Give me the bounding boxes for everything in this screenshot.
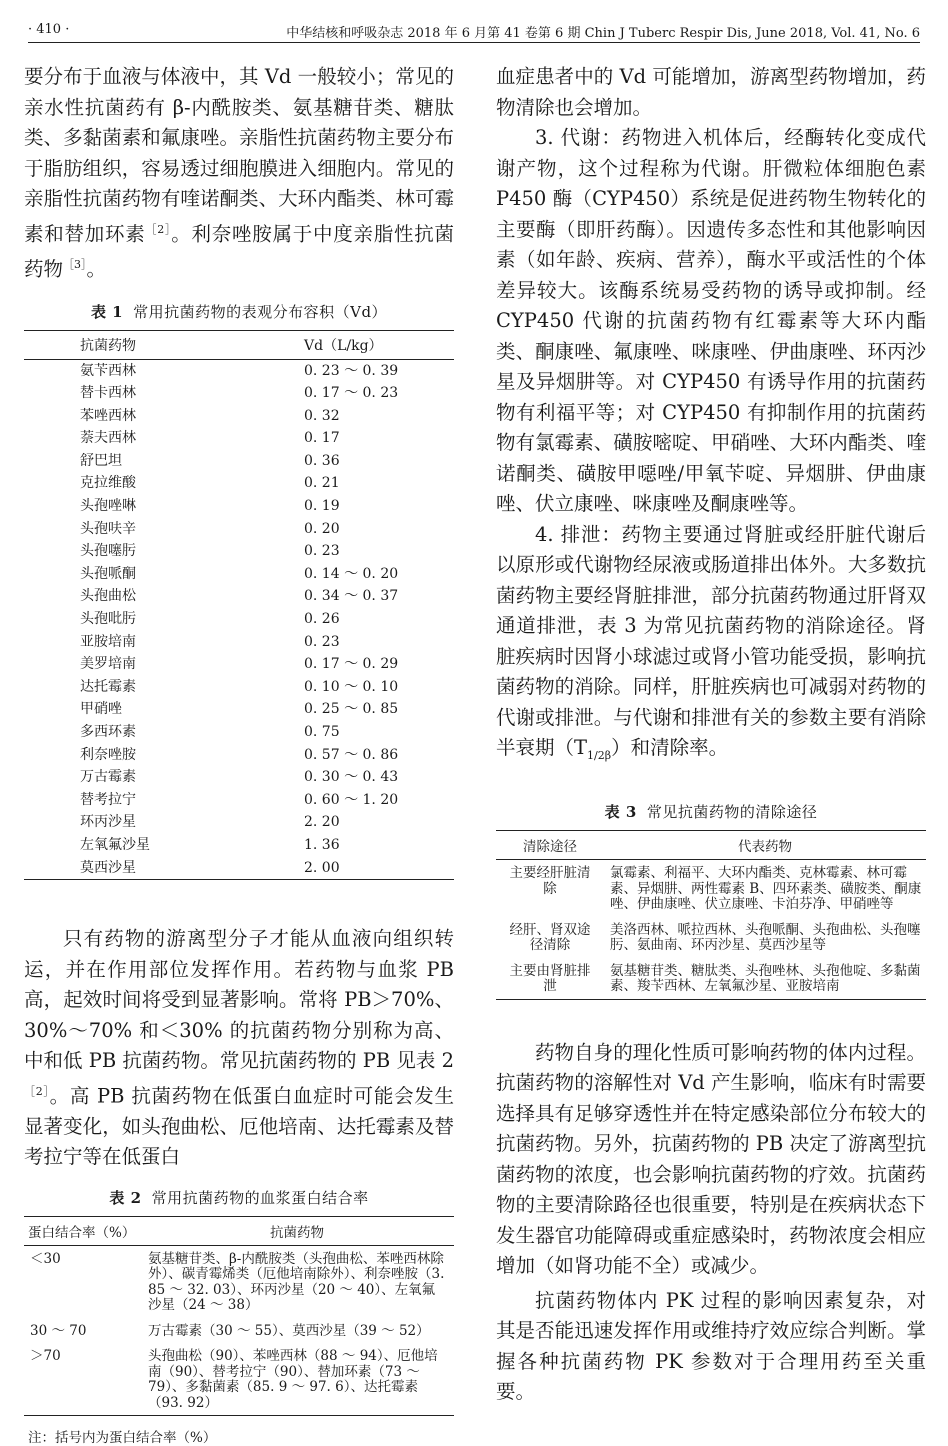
table2-protein-binding <box>24 1216 454 1417</box>
table1-cell-drug: 甲硝唑 <box>80 701 122 718</box>
table1-cell-drug: 头孢曲松 <box>80 588 136 605</box>
table1-cell-vd: 0. 17 ～ 0. 23 <box>304 385 399 402</box>
table1-cell-vd: 0. 17 <box>304 430 340 447</box>
table1-cell-drug: 克拉维酸 <box>80 475 136 492</box>
table-row <box>24 744 454 767</box>
table-row <box>24 653 454 676</box>
table1-vd <box>24 330 454 881</box>
table1-cell-vd: 0. 60 ～ 1. 20 <box>304 791 399 808</box>
table-row <box>24 472 454 495</box>
table1-cell-drug: 头孢呋辛 <box>80 520 136 537</box>
table2-cell-drugs: 万古霉素（30 ～ 55）、莫西沙星（39 ～ 52） <box>148 1322 430 1339</box>
table1-cell-drug: 舒巴坦 <box>80 452 122 469</box>
paragraph-excretion: 4. 排泄：药物主要通过肾脏或经肝脏代谢后以原形或代谢物经尿液或肠道排出体外。大多数抗菌药物主要经肾脏排泄，部分抗菌药物通过肝肾双通道排泄，表 3 为常见抗菌药物的消除途径。肾脏疾病时因肾小球滤过或肾小管功能受损，影响抗菌药物的消除。同样，肝脏疾病也可减弱对药物的代谢或排泄。与代谢和排泄有关的参数主要有消除半衰期$(T_{1/2\beta})$和清除率。 <box>496 522 926 762</box>
table1-cell-vd: 0. 75 <box>304 724 340 740</box>
table2-caption: 表 2 常用抗菌药物的血浆蛋白结合率 <box>109 1188 369 1207</box>
table1-cell-drug: 利奈唑胺 <box>80 746 136 763</box>
table1-cell-vd: 0. 30 ～ 0. 43 <box>304 769 399 786</box>
right-column <box>496 62 926 1408</box>
table3-caption: 表 3 常见抗菌药物的清除途径 <box>604 803 818 822</box>
table1-cell-drug: 苯唑西林 <box>80 407 136 424</box>
table2-cell-drugs: 氨基糖苷类、β-内酰胺类（头孢曲松、苯唑西林除外）、碳青霉烯类（厄他培南除外）、利奈唑胺（3. 85 ～ 32. 03）、环丙沙星（20 ～ 40）、左氧氟沙星（24 ～ 38） <box>148 1250 445 1314</box>
table3-header-route: 清除途径 <box>496 831 604 860</box>
table1-cell-drug: 替卡西林 <box>80 385 136 402</box>
table-row <box>496 917 926 958</box>
table-row <box>24 789 454 812</box>
table1-cell-drug: 氨苄西林 <box>80 362 136 379</box>
table-row <box>24 857 454 880</box>
citation-ref[interactable]: ［3］ <box>63 257 87 271</box>
table1-cell-vd: 0. 57 ～ 0. 86 <box>304 746 399 763</box>
table-row <box>24 450 454 473</box>
citation-ref[interactable]: ［2］ <box>24 1084 50 1098</box>
citation-ref[interactable]: ［2］ <box>145 222 172 236</box>
paragraph-continued: 血症患者中的 Vd 可能增加，游离型药物增加，药物清除也会增加。 <box>496 65 926 119</box>
paragraph-conclusion: 抗菌药物体内 PK 过程的影响因素复杂，对其是否能迅速发挥作用或维持疗效应综合判断。掌握各种抗菌药物 PK 参数对于合理用药至关重要。 <box>496 1288 926 1404</box>
table1-cell-vd: 0. 17 ～ 0. 29 <box>304 656 399 673</box>
table-row <box>496 958 926 1000</box>
table1-cell-vd: 2. 20 <box>304 814 340 831</box>
table1-header-vd: Vd（L/kg） <box>290 330 454 359</box>
table-row <box>24 721 454 744</box>
table2-cell-rate: ＜30 <box>30 1250 61 1267</box>
table3-elimination <box>496 830 926 1000</box>
table3-cell-route: 主要由肾脏排泄 <box>509 962 591 995</box>
table1-cell-vd: 0. 26 <box>304 611 340 628</box>
table-row <box>24 631 454 654</box>
table2-header-rate: 蛋白结合率（%） <box>24 1216 140 1245</box>
table1-cell-vd: 0. 34 ～ 0. 37 <box>304 588 399 605</box>
left-column <box>24 62 454 1446</box>
table1-cell-drug: 左氧氟沙星 <box>80 836 150 853</box>
table1-cell-drug: 萘夫西林 <box>80 430 136 447</box>
table1-cell-drug: 头孢唑啉 <box>80 498 136 515</box>
paragraph-metabolism: 3. 代谢：药物进入机体后，经酶转化变成代谢产物，这个过程称为代谢。肝微粒体细胞色素 P450 酶（CYP450）系统是促进药物生物转化的主要酶（即肝药酶）。因遗传多态性和其他影响因素（如年龄、疾病、营养），酶水平或活性的个体差异较大。该酶系统易受药物的诱导或抑制。经 CYP450 代谢的抗菌药物有红霉素等大环内酯类、酮康唑、氟康唑、咪康唑、伊曲康唑、环丙沙星及异烟肼等。对 CYP450 有诱导作用的抗菌药物有利福平等；对 CYP450 有抑制作用的抗菌药物有氯霉素、磺胺嘧啶、甲硝唑、大环内酯类、喹诺酮类、磺胺甲噁唑/甲氧苄啶、异烟肼、伊曲康唑、伏立康唑、咪康唑及酮康唑等。 <box>496 126 926 515</box>
table3-header-drugs: 代表药物 <box>604 831 926 860</box>
table1-cell-vd: 0. 25 ～ 0. 85 <box>304 701 399 718</box>
table1-caption: 表 1 常用抗菌药物的表观分布容积（Vd） <box>90 302 388 321</box>
table-row <box>24 608 454 631</box>
table-row <box>24 405 454 428</box>
table1-cell-vd: 0. 14 ～ 0. 20 <box>304 565 399 582</box>
table1-cell-drug: 亚胺培南 <box>80 633 136 650</box>
table-row <box>24 834 454 857</box>
table1-cell-vd: 0. 10 ～ 0. 10 <box>304 678 399 695</box>
table-row <box>24 427 454 450</box>
table-row <box>24 540 454 563</box>
table1-cell-vd: 0. 21 <box>304 475 340 492</box>
table1-cell-drug: 万古霉素 <box>80 769 136 786</box>
table1-cell-vd: 0. 23 ～ 0. 39 <box>304 362 399 379</box>
table-row <box>24 495 454 518</box>
paragraph-distribution: 要分布于血液与体液中，其 Vd 一般较小；常见的亲水性抗菌药有 β-内酰胺类、氨基糖苷类、糖肽类、多黏菌素和氟康唑。亲脂性抗菌药物主要分布于脂肪组织，容易透过细胞膜进入细胞内。常见的亲脂性抗菌药物有喹诺酮类、大环内酯类、林可霉素和替加环素$^{[2]}$。利奈唑胺属于中度亲脂性抗菌药物$^{[3]}$。 <box>24 65 454 280</box>
table1-cell-drug: 环丙沙星 <box>80 814 136 831</box>
page-header <box>28 18 920 43</box>
table1-cell-drug: 替考拉宁 <box>80 791 136 808</box>
table3-cell-drugs: 美洛西林、哌拉西林、头孢哌酮、头孢曲松、头孢噻肟、氨曲南、环丙沙星、莫西沙星等 <box>610 921 921 954</box>
table2-cell-rate: 30 ～ 70 <box>30 1322 87 1339</box>
table1-cell-vd: 0. 19 <box>304 498 340 515</box>
table-row <box>24 811 454 834</box>
table1-cell-drug: 达托霉素 <box>80 678 136 695</box>
table-row <box>24 382 454 405</box>
table1-cell-vd: 0. 23 <box>304 543 340 560</box>
table2-note: 注：括号内为蛋白结合率（%） <box>28 1430 217 1446</box>
table2-cell-rate: ＞70 <box>30 1348 61 1365</box>
table1-cell-drug: 头孢哌酮 <box>80 565 136 582</box>
table1-cell-drug: 莫西沙星 <box>80 859 136 876</box>
table1-cell-vd: 2. 00 <box>304 859 340 876</box>
table1-cell-drug: 美罗培南 <box>80 656 136 673</box>
paragraph-protein-binding: 只有药物的游离型分子才能从血液向组织转运，并在作用部位发挥作用。若药物与血浆 PB 高，起效时间将受到显著影响。常将 PB＞70%、30%～70% 和＜30% 的抗菌药物分别称为高、中和低 PB 抗菌药物。常见抗菌药物的 PB 见表 $2^{[2]}$。高 PB 抗菌药物在低蛋白血症时可能会发生显著变化，如头孢曲松、厄他培南、达托霉素及替考拉宁等在低蛋白 <box>24 927 454 1169</box>
table-row <box>24 359 454 382</box>
table1-cell-vd: 0. 20 <box>304 520 340 537</box>
table1-header-drug: 抗菌药物 <box>24 330 290 359</box>
table3-cell-drugs: 氯霉素、利福平、大环内酯类、克林霉素、林可霉素、异烟肼、两性霉素 B、四环素类、磺胺类、酮康唑、伊曲康唑、伏立康唑、卡泊芬净、甲硝唑等 <box>610 865 922 913</box>
table3-cell-route: 经肝、肾双途径清除 <box>509 921 591 954</box>
table-row <box>496 860 926 917</box>
table-row <box>24 698 454 721</box>
table-row <box>24 676 454 699</box>
table-row <box>24 766 454 789</box>
table3-cell-drugs: 氨基糖苷类、糖肽类、头孢唑林、头孢他啶、多黏菌素、羧苄西林、左氧氟沙星、亚胺培南 <box>610 962 921 995</box>
table1-cell-vd: 0. 32 <box>304 407 340 424</box>
journal-citation: 中华结核和呼吸杂志 2018 年 6 月第 41 卷第 6 期 Chin J Tuberc Respir Dis, June 2018, Vol. 41, No. 6 <box>286 26 920 41</box>
table1-cell-vd: 0. 36 <box>304 452 340 469</box>
table3-cell-route: 主要经肝脏清除 <box>509 865 591 897</box>
table-row <box>24 1343 454 1416</box>
table1-cell-vd: 1. 36 <box>304 836 340 853</box>
table-row <box>24 1245 454 1318</box>
table-row <box>24 563 454 586</box>
table1-cell-drug: 头孢噻肟 <box>80 543 136 560</box>
table1-cell-drug: 多西环素 <box>80 724 136 740</box>
table1-cell-drug: 头孢吡肟 <box>80 611 136 628</box>
table-row <box>24 518 454 541</box>
page-number: · 410 · <box>28 22 70 37</box>
table-row <box>24 1318 454 1344</box>
table-row <box>24 585 454 608</box>
table2-header-drugs: 抗菌药物 <box>140 1216 454 1245</box>
paragraph-properties: 药物自身的理化性质可影响药物的体内过程。抗菌药物的溶解性对 Vd 产生影响，临床有时需要选择具有足够穿透性并在特定感染部位分布较大的抗菌药物。另外，抗菌药物的 PB 决定了游离型抗菌药物的浓度，也会影响抗菌药物的疗效。抗菌药物的主要清除路径也很重要，特别是在疾病状态下发生器官功能障碍或重症感染时，药物浓度会相应增加（如肾功能不全）或减少。 <box>496 1040 926 1278</box>
table1-cell-vd: 0. 23 <box>304 633 340 650</box>
table2-cell-drugs: 头孢曲松（90）、苯唑西林（88 ～ 94）、厄他培南（90）、替考拉宁（90）、替加环素（73 ～ 79）、多黏菌素（85. 9 ～ 97. 6）、达托霉素（93. 92） <box>148 1348 438 1411</box>
